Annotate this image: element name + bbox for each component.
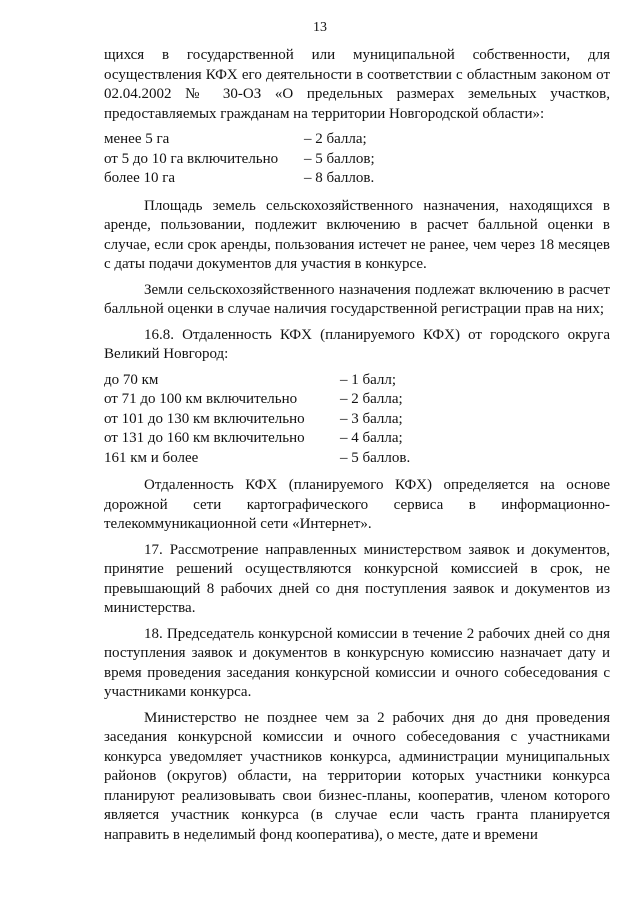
paragraph-17: 17. Рассмотрение направленных министерством заявок и документов, принятие решений осуществляются конкурсной комиссией в срок, не превышающий 8 рабочих дней со дня поступления заявок и документов из министерства. [104, 541, 610, 616]
scale-range: менее 5 га [104, 131, 170, 147]
scale-points: – 1 балл; [340, 371, 397, 388]
scale-points: – 4 балла; [340, 430, 403, 446]
scale-range: более 10 га [104, 170, 176, 186]
paragraph-lease-land: Площадь земель сельскохозяйственного назначения, находящихся в аренде, пользовании, подлежит включению в расчет балльной оценки в случае, если срок аренды, пользования истечет не ранее, чем через 18 месяцев с даты подачи документов для участия в конкурсе. [104, 197, 610, 272]
scale-row [104, 130, 610, 150]
scale-range: от 71 до 100 км включительно [104, 391, 298, 407]
paragraph-ministry-notice: Министерство не позднее чем за 2 рабочих дня до дня проведения заседания конкурсной комиссии и очного собеседования с участниками конкурса уведомляет участников конкурса, администрации муниципальных районов (округов) области, на территории которых участники конкурса планируют реализовывать свои бизнес-планы, кооператив, членом которого является участник конкурса (в случае если часть гранта планируется направить в неделимый фонд кооператива), о месте, дате и времени [104, 709, 610, 843]
paragraph-16-8-distance: 16.8. Отдаленность КФХ (планируемого КФХ) от городского округа Великий Новгород: [104, 326, 610, 362]
paragraph-land-ownership: щихся в государственной или муниципальной собственности, для осуществления КФХ его деятельности в соответствии с областным законом от 02.04.2002 № 30-ОЗ «О предельных размерах земельных участков, предоставляемых гражданам на территории Новгородской области»: [104, 47, 610, 122]
paragraph-18: 18. Председатель конкурсной комиссии в течение 2 рабочих дней со дня поступления заявок и документов в конкурсную комиссию назначает дату и время проведения заседания конкурсной комиссии и очного собеседования с участниками конкурса. [104, 625, 610, 700]
paragraph-distance-method: Отдаленность КФХ (планируемого КФХ) определяется на основе дорожной сети картографического сервиса в информационно-телекоммуникационной сети «Интернет». [104, 477, 610, 532]
scale-points: – 5 баллов. [340, 449, 411, 466]
document-body [104, 46, 610, 851]
scale-range: 161 км и более [104, 449, 199, 466]
scale-range: от 5 до 10 га включительно [104, 150, 279, 167]
scale-row [104, 449, 610, 469]
scale-row [104, 371, 610, 391]
scale-points: – 5 баллов; [304, 150, 375, 167]
scale-points: – 3 балла; [340, 410, 403, 427]
scale-points: – 8 баллов. [304, 170, 375, 186]
scale-range: до 70 км [104, 371, 159, 388]
land-area-scale [104, 130, 610, 189]
scale-range: от 101 до 130 км включительно [104, 410, 305, 427]
paragraph-registration: Земли сельскохозяйственного назначения подлежат включению в расчет балльной оценки в случае наличия государственной регистрации прав на них; [104, 281, 610, 317]
scale-points: – 2 балла; [304, 131, 367, 147]
scale-range: от 131 до 160 км включительно [104, 430, 305, 446]
scale-row [104, 390, 610, 410]
scale-row [104, 410, 610, 430]
scale-row [104, 150, 610, 170]
scale-row [104, 429, 610, 449]
scale-points: – 2 балла; [340, 391, 403, 407]
distance-scale [104, 371, 610, 469]
scale-row [104, 169, 610, 189]
page-number: 13 [313, 20, 327, 35]
